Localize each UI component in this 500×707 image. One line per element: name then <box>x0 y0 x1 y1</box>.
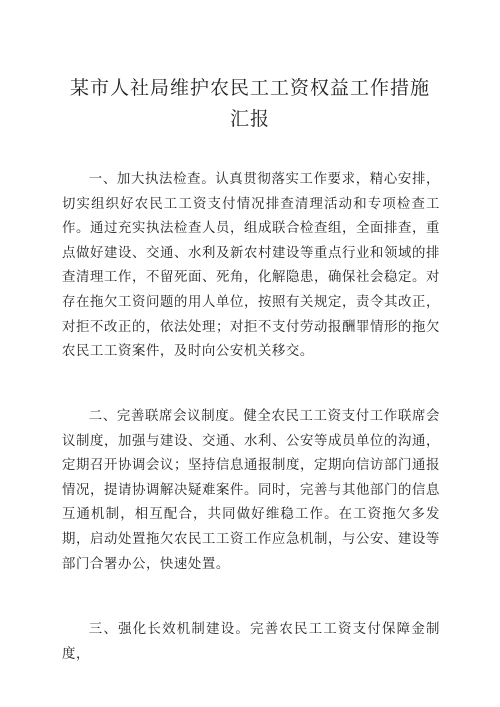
document-title-line-1: 某市人社局维护农民工工资权益工作措施 <box>69 77 430 99</box>
document-title-line-2: 汇报 <box>229 108 270 130</box>
paragraph-joint-meeting: 二、完善联席会议制度。健全农民工工资支付工作联席会议制度，加强与建设、交通、水利、公安等成员单位的沟通，定期召开协调会议；坚持信息通报制度，定期向信访部门通报情况，提请协调解决疑难案件。同时，完善与其他部门的信息互通机制，相互配合，共同做好维稳工作。在工资拖欠多发期，启动处置拖欠农民工工资工作应急机制，与公安、建设等部门合署办公，快速处置。 <box>62 409 440 572</box>
paragraph-long-term-mechanism: 三、强化长效机制建设。完善农民工工资支付保障金制度， <box>62 622 440 662</box>
paragraph-law-enforcement: 一、加大执法检查。认真贯彻落实工作要求，精心安排，切实组织好农民工工资支付情况排查清理活动和专项检查工作。通过充实执法检查人员，组成联合检查组，全面排查，重点做好建设、交通、水利及新农村建设等重点行业和领域的排查清理工作，不留死面、死角，化解隐患，确保社会稳定。对存在拖欠工资问题的用人单位，按照有关规定，责令其改正，对拒不改正的，依法处理；对拒不支付劳动报酬罪情形的拖欠农民工工资案件，及时向公安机关移交。 <box>62 172 440 360</box>
